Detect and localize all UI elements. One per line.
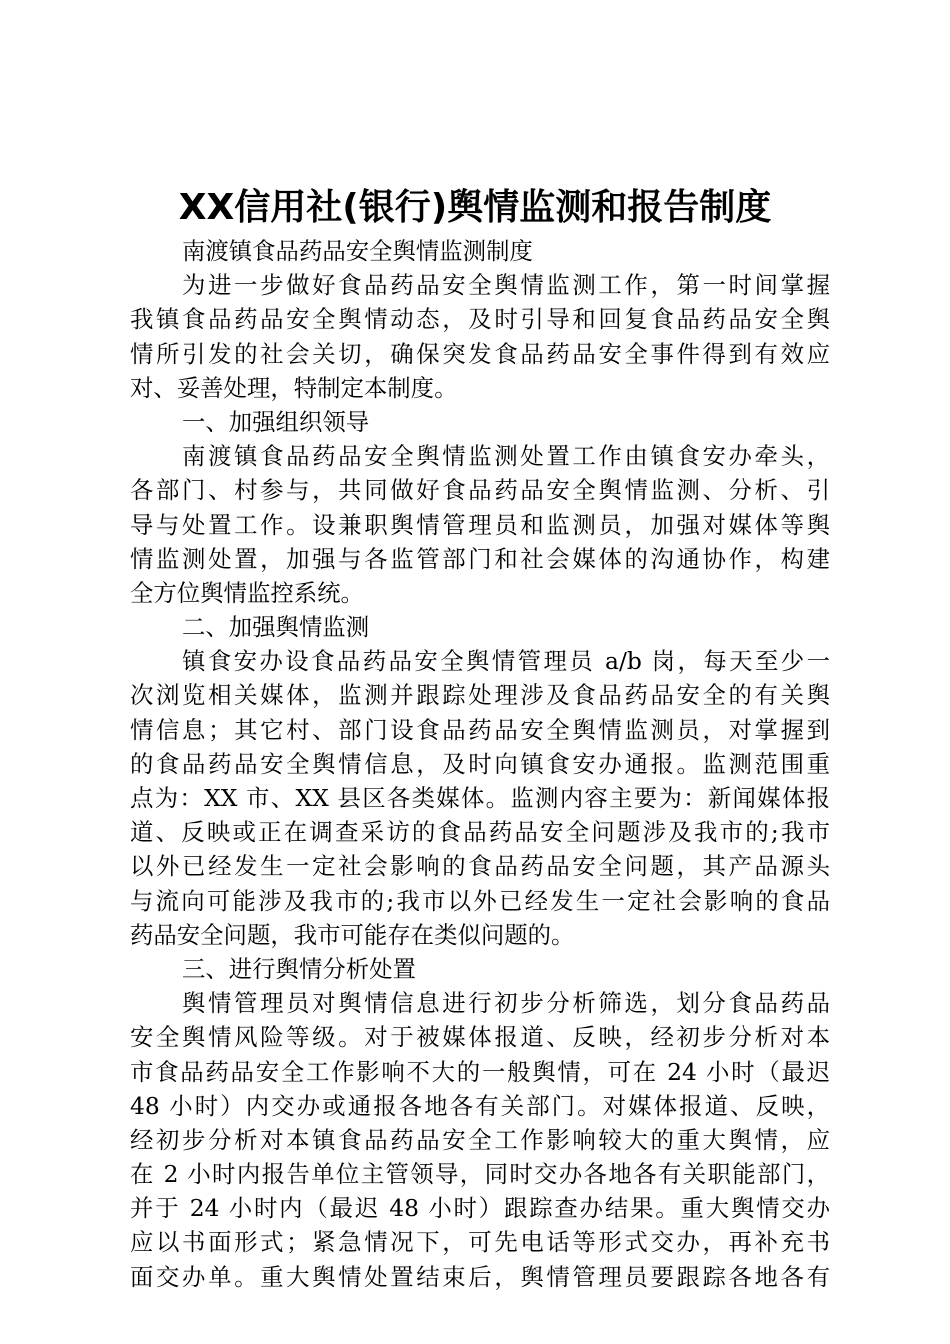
text-line: 在 2 小时内报告单位主管领导，同时交办各地各有关职能部门，	[130, 1160, 830, 1189]
text-line: 舆情管理员对舆情信息进行初步分析筛选，划分食品药品	[182, 989, 830, 1018]
text-line: 情监测处置，加强与各监管部门和社会媒体的沟通协作，构建	[130, 544, 830, 573]
text-line: 并于 24 小时内（最迟 48 小时）跟踪查办结果。重大舆情交办	[130, 1194, 830, 1223]
text-line: 我镇食品药品安全舆情动态，及时引导和回复食品药品安全舆	[130, 305, 830, 334]
text-line: 南渡镇食品药品安全舆情监测制度	[182, 237, 533, 265]
text-line: 一、加强组织领导	[182, 407, 370, 436]
text-line: 导与处置工作。设兼职舆情管理员和监测员，加强对媒体等舆	[130, 510, 830, 539]
text-line: 与流向可能涉及我市的;我市以外已经发生一定社会影响的食品	[130, 886, 830, 915]
text-line: 以外已经发生一定社会影响的食品药品安全问题，其产品源头	[130, 852, 830, 881]
text-line: 南渡镇食品药品安全舆情监测处置工作由镇食安办牵头，	[182, 442, 830, 471]
text-line: 二、加强舆情监测	[182, 613, 370, 642]
text-line: 道、反映或正在调查采访的食品药品安全问题涉及我市的;我市	[130, 818, 830, 847]
text-line: 的食品药品安全舆情信息，及时向镇食安办通报。监测范围重	[130, 749, 830, 778]
text-line: 各部门、村参与，共同做好食品药品安全舆情监测、分析、引	[130, 476, 830, 505]
text-line: 全方位舆情监控系统。	[130, 578, 364, 607]
text-line: 48 小时）内交办或通报各地各有关部门。对媒体报道、反映，	[130, 1091, 830, 1120]
text-line: 情信息；其它村、部门设食品药品安全舆情监测员，对掌握到	[130, 715, 830, 744]
text-line: 镇食安办设食品药品安全舆情管理员 a/b 岗，每天至少一	[182, 647, 830, 676]
text-line: 情所引发的社会关切，确保突发食品药品安全事件得到有效应	[130, 339, 830, 368]
text-line: 经初步分析对本镇食品药品安全工作影响较大的重大舆情，应	[130, 1125, 830, 1154]
text-line: 三、进行舆情分析处置	[182, 954, 416, 983]
text-line: 市食品药品安全工作影响不大的一般舆情，可在 24 小时（最迟	[130, 1057, 830, 1086]
text-line: 面交办单。重大舆情处置结束后，舆情管理员要跟踪各地各有	[130, 1262, 830, 1291]
text-line: 点为：XX 市、XX 县区各类媒体。监测内容主要为：新闻媒体报	[130, 784, 830, 812]
text-line: 为进一步做好食品药品安全舆情监测工作，第一时间掌握	[182, 271, 830, 300]
text-line: 安全舆情风险等级。对于被媒体报道、反映，经初步分析对本	[130, 1023, 830, 1052]
document-title: XX信用社(银行)舆情监测和报告制度	[178, 187, 772, 228]
text-line: 对、妥善处理，特制定本制度。	[130, 373, 458, 402]
text-line: 药品安全问题，我市可能存在类似问题的。	[130, 920, 575, 949]
document-body	[130, 234, 830, 1294]
text-line: 次浏览相关媒体，监测并跟踪处理涉及食品药品安全的有关舆	[130, 681, 830, 710]
text-line: 应以书面形式；紧急情况下，可先电话等形式交办，再补充书	[130, 1228, 830, 1257]
